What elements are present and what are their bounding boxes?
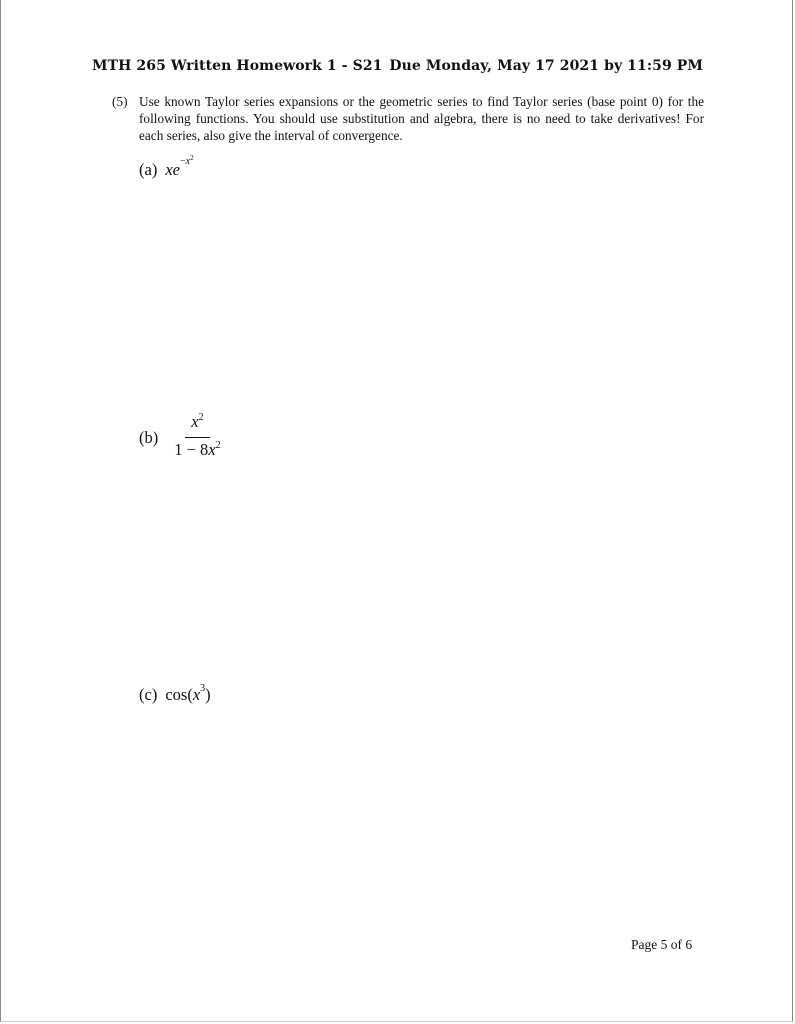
due-date: Due Monday, May 17 2021 by 11:59 PM: [389, 58, 703, 74]
part-a-exponent-sign: −: [179, 155, 186, 167]
part-b-denominator-var: x: [208, 440, 216, 459]
part-b-label: (b): [139, 427, 159, 447]
page-number: Page 5 of 6: [631, 937, 693, 952]
part-b-fraction: [170, 412, 224, 463]
part-a-exponent-power: 2: [190, 153, 194, 162]
part-b-numerator: [185, 412, 209, 438]
part-a-base: xe: [165, 160, 180, 179]
part-c: [139, 682, 211, 705]
part-c-var: x: [192, 685, 201, 704]
part-c-close: ): [205, 685, 211, 704]
part-b-numerator-var: x: [191, 412, 199, 431]
part-c-label: (c): [139, 685, 158, 704]
part-c-func: cos(: [165, 685, 193, 704]
part-c-power: 3: [200, 682, 206, 694]
part-a-label: (a): [139, 160, 158, 179]
part-a: [139, 153, 194, 180]
part-b-denominator-const: 1 − 8: [174, 440, 209, 459]
problem-statement: [112, 93, 704, 144]
part-b-denominator-power: 2: [215, 440, 221, 451]
part-b-denominator: [170, 438, 224, 463]
problem-number: (5): [112, 94, 128, 109]
part-b: [139, 412, 225, 463]
part-a-exponent-var: x: [185, 155, 191, 167]
problem-text: Use known Taylor series expansions or the geometric series to find Taylor series (base point 0) for the following functions. You should use substitution and algebra, there is no need to take derivatives! For each series, also give the interval of convergence.: [139, 94, 704, 143]
part-a-exponent: [179, 153, 194, 167]
course-title: MTH 265 Written Homework 1 - S21: [92, 58, 383, 74]
part-b-numerator-power: 2: [198, 412, 204, 423]
page-header: [92, 58, 703, 74]
